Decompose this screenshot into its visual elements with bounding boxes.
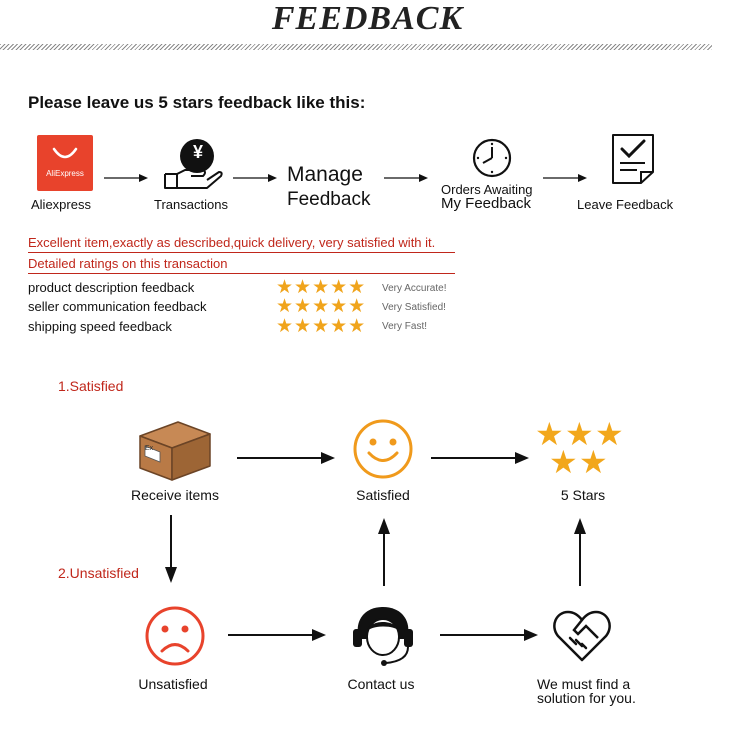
arrow-right-icon (543, 172, 588, 184)
yen-symbol: ¥ (192, 142, 203, 162)
sad-face-icon (144, 605, 206, 667)
arrow-down-icon (164, 515, 178, 585)
page-title: FEEDBACK (271, 0, 464, 37)
arrow-right-icon (233, 172, 278, 184)
box-label: Ex (145, 445, 154, 452)
rating-text-description: Very Accurate! (382, 283, 447, 294)
step-transactions-label: Transactions (154, 197, 228, 212)
star-icon: ★ (535, 416, 564, 452)
step-aliexpress-label: Aliexpress (31, 197, 91, 212)
clock-icon (471, 137, 513, 179)
step-manage-line1: Manage (287, 163, 363, 186)
star-icon: ★ (579, 444, 608, 480)
flow-contact-label: Contact us (347, 676, 415, 692)
star-icon: ★ (595, 416, 624, 452)
title-divider (0, 44, 712, 50)
rating-stars-description: ★★★★★ (276, 277, 367, 298)
arrow-up-icon (573, 518, 587, 588)
section-satisfied-label: 1.Satisfied (58, 378, 124, 394)
step-orders-line2: My Feedback (441, 195, 532, 212)
star-icon: ★ (549, 444, 578, 480)
smile-bag-icon (37, 135, 93, 191)
heart-handshake-icon (552, 608, 612, 662)
arrow-right-icon (384, 172, 429, 184)
arrow-right-icon (104, 172, 149, 184)
arrow-right-icon (431, 451, 531, 465)
step-orders-line1: Orders Awaiting (441, 182, 533, 197)
aliexpress-logo (37, 135, 93, 191)
rating-text-communication: Very Satisfied! (382, 302, 446, 313)
star-icon: ★ (565, 416, 594, 452)
flow-solution-label: We must find a solution for you. (537, 676, 636, 706)
arrow-right-icon (228, 628, 328, 642)
rating-stars-communication: ★★★★★ (276, 296, 367, 317)
arrow-up-icon (377, 518, 391, 588)
happy-face-icon (352, 418, 414, 480)
rating-stars-shipping: ★★★★★ (276, 316, 367, 337)
flow-five-stars-label: 5 Stars (560, 487, 606, 503)
arrow-right-icon (237, 451, 337, 465)
arrow-right-icon (440, 628, 540, 642)
flow-receive-label: Receive items (131, 487, 219, 503)
rating-label-communication: seller communication feedback (28, 299, 207, 314)
checked-document-icon (610, 132, 656, 186)
step-manage-line2: Feedback (287, 189, 371, 210)
review-sample-text: Excellent item,exactly as described,quick delivery, very satisfied with it. (28, 235, 436, 250)
step-leave-feedback-label: Leave Feedback (577, 197, 674, 212)
section-unsatisfied-label: 2.Unsatisfied (58, 565, 139, 581)
instructions-heading: Please leave us 5 stars feedback like this: (28, 93, 366, 112)
flow-unsatisfied-label: Unsatisfied (138, 676, 208, 692)
aliexpress-logo-text: AliExpress (46, 169, 84, 178)
ratings-underline (28, 273, 455, 274)
detailed-ratings-title: Detailed ratings on this transaction (28, 256, 228, 271)
flow-satisfied-label: Satisfied (356, 487, 410, 503)
rating-label-shipping: shipping speed feedback (28, 319, 172, 334)
customer-service-headset-icon (350, 603, 416, 671)
rating-label-description: product description feedback (28, 280, 195, 295)
rating-text-shipping: Very Fast! (382, 321, 428, 332)
review-underline (28, 252, 455, 253)
